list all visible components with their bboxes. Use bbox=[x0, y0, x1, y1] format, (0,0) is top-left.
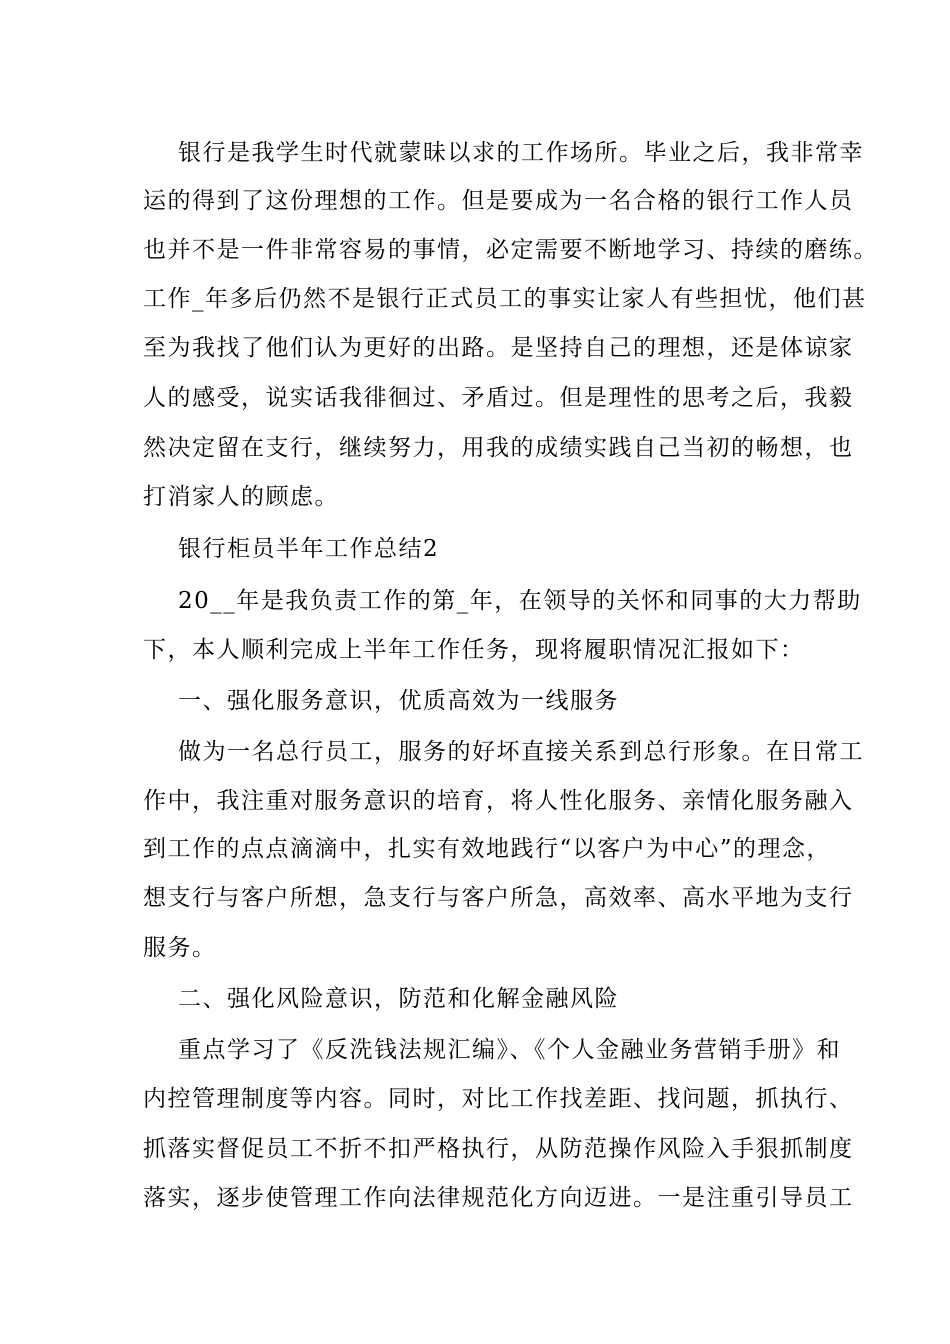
para3-line1: 做为一名总行员工，服务的好坏直接关系到总行形象。在日常工 bbox=[178, 739, 864, 765]
para1-line6: 人的感受，说实话我徘徊过、矛盾过。但是理性的思考之后，我毅 bbox=[143, 385, 854, 411]
para4-line3: 抓落实督促员工不折不扣严格执行，从防范操作风险入手狠抓制度 bbox=[143, 1136, 854, 1162]
para1-line8: 打消家人的顾虑。 bbox=[143, 484, 339, 510]
para3-line2: 作中，我注重对服务意识的培育，将人性化服务、亲情化服务融入 bbox=[143, 788, 854, 814]
para4-line1: 重点学习了《反洗钱法规汇编》、《个人金融业务营销手册》和 bbox=[178, 1037, 841, 1063]
heading-2: 二、强化风险意识，防范和化解金融风险 bbox=[178, 986, 619, 1012]
para3-line5: 服务。 bbox=[143, 935, 217, 961]
para1-line4: 工作_年多后仍然不是银行正式员工的事实让家人有些担忧，他们甚 bbox=[143, 286, 867, 312]
para3-line3: 到工作的点点滴滴中，扎实有效地践行“以客户为中心”的理念， bbox=[143, 836, 832, 862]
para2-line2: 下，本人顺利完成上半年工作任务，现将履职情况汇报如下： bbox=[143, 637, 805, 663]
para1-line7: 然决定留在支行，继续努力，用我的成绩实践自己当初的畅想，也 bbox=[143, 435, 854, 461]
para1-line2: 运的得到了这份理想的工作。但是要成为一名合格的银行工作人员 bbox=[143, 188, 854, 214]
para1-line3: 也并不是一件非常容易的事情，必定需要不断地学习、持续的磨练。 bbox=[143, 237, 878, 263]
section-title: 银行柜员半年工作总结2 bbox=[178, 536, 440, 562]
para2-line1: 20__年是我负责工作的第_年，在领导的关怀和同事的大力帮助 bbox=[178, 588, 862, 614]
para1-line1: 银行是我学生时代就蒙昧以求的工作场所。毕业之后，我非常幸 bbox=[178, 140, 864, 166]
para3-line4: 想支行与客户所想，急支行与客户所急，高效率、高水平地为支行 bbox=[143, 885, 854, 911]
para4-line2: 内控管理制度等内容。同时，对比工作找差距、找问题，抓执行、 bbox=[143, 1086, 854, 1112]
heading-1: 一、强化服务意识，优质高效为一线服务 bbox=[178, 688, 619, 714]
para1-line5: 至为我找了他们认为更好的出路。是坚持自己的理想，还是体谅家 bbox=[143, 335, 854, 361]
para4-line4: 落实，逐步使管理工作向法律规范化方向迈进。一是注重引导员工 bbox=[143, 1185, 854, 1211]
